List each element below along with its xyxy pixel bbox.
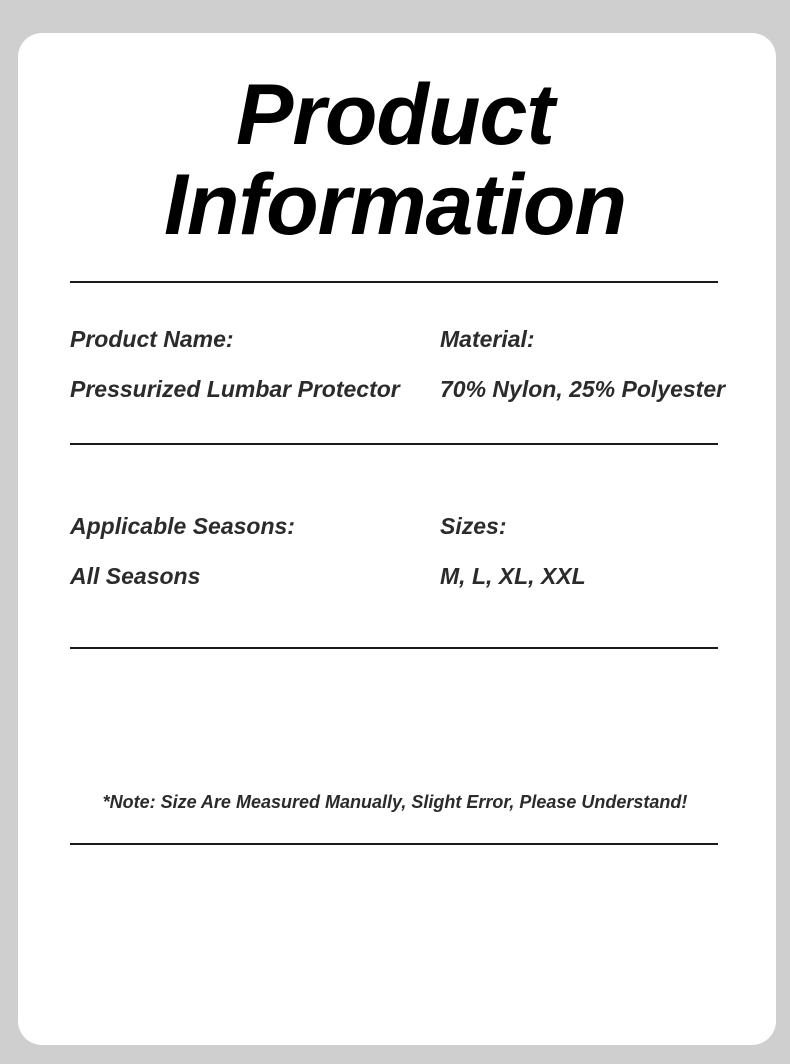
title-divider: [70, 281, 718, 283]
note-divider: [70, 843, 718, 845]
size-note: *Note: Size Are Measured Manually, Slight Error, Please Understand!: [102, 792, 688, 812]
product-name-label: Product Name:: [70, 326, 234, 352]
applicable-seasons-label: Applicable Seasons:: [70, 513, 295, 539]
sizes-label: Sizes:: [440, 513, 507, 539]
material-label: Material:: [440, 326, 535, 352]
page-title-line-1: Product: [236, 67, 554, 163]
product-name-value: Pressurized Lumbar Protector: [70, 376, 400, 402]
material-value: 70% Nylon, 25% Polyester: [440, 376, 726, 402]
applicable-seasons-value: All Seasons: [70, 563, 201, 589]
section-divider-2: [70, 647, 718, 649]
sizes-value: M, L, XL, XXL: [440, 563, 586, 589]
section-divider-1: [70, 443, 718, 445]
page-title-line-2: Information: [164, 157, 626, 253]
